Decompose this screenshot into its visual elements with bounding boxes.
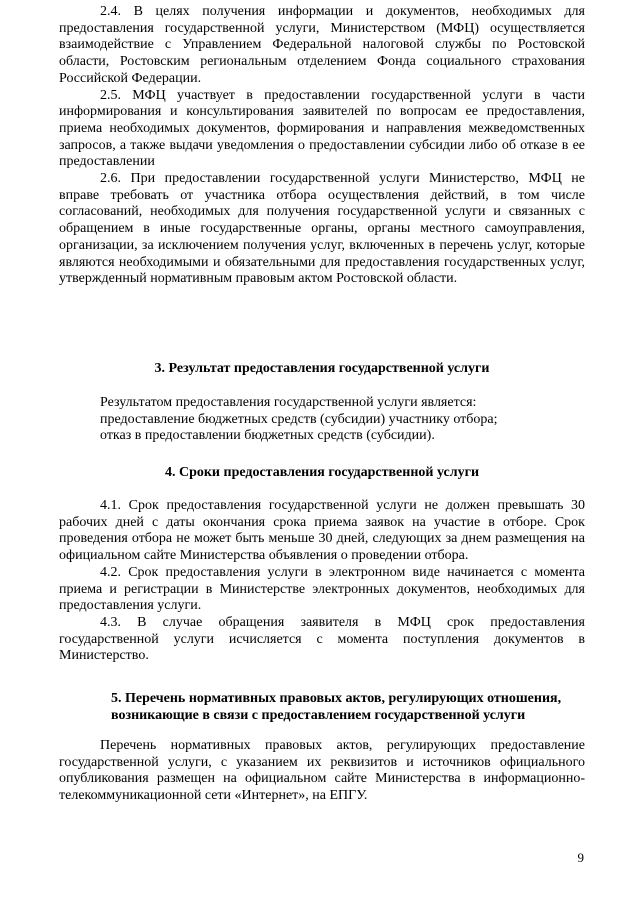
paragraph-4-3: 4.3. В случае обращения заявителя в МФЦ срок предоставления государственной услуги исчисляется с момента поступления документов в Министерство.: [59, 614, 585, 664]
section-4-heading: 4. Сроки предоставления государственной услуги: [164, 465, 480, 480]
section-2-continuation: [59, 4, 585, 288]
section-3-heading: 3. Результат предоставления государственной услуги: [154, 361, 490, 376]
section-5-body: [59, 738, 585, 805]
result-item-refusal: отказ в предоставлении бюджетных средств (субсидии).: [100, 428, 435, 444]
result-intro-line: Результатом предоставления государственной услуги является:: [100, 395, 477, 410]
page-number: 9: [577, 850, 584, 865]
document-page: [59, 0, 585, 905]
paragraph-2-5: 2.5. МФЦ участвует в предоставлении государственной услуги в части информирования и консультирования заявителей по вопросам ее предоставления, приема необходимых документов, формирования и направления межведомственных запросов, а также выдачи уведомления о предоставлении субсидии либо об отказе в ее предоставлении: [59, 87, 585, 170]
paragraph-4-2: 4.2. Срок предоставления услуги в электронном виде начинается с момента приема и регистрации в Министерстве электронных документов, необходимых для предоставления услуги.: [59, 564, 585, 614]
section-5-heading: [111, 690, 585, 724]
paragraph-2-4: 2.4. В целях получения информации и документов, необходимых для предоставления государственной услуги, Министерством (МФЦ) осуществляется взаимодействие с Управлением Федеральной налоговой службы по Ростовской области, Ростовским региональным отделением Фонда социального страхования Российской Федерации.: [59, 4, 585, 86]
section-4-body: [59, 498, 585, 665]
paragraph-5: Перечень нормативных правовых актов, регулирующих предоставление государственной услуги, с указанием их реквизитов и источников официального опубликования размещен на официальном сайте Министерства в информационно-телекоммуникационной сети «Интернет», на ЕПГУ.: [59, 738, 585, 804]
paragraph-2-6: 2.6. При предоставлении государственной услуги Министерство, МФЦ не вправе требовать от участника отбора осуществления действий, в том числе согласований, необходимых для получения государственной услуги и связанных с обращением в иные государственные органы, органы местного самоуправления, организации, за исключением получения услуг, включенных в перечень услуг, которые являются необходимыми и обязательными для предоставления государственных услуг, утвержденный нормативным правовым актом Ростовской области.: [59, 171, 585, 287]
paragraph-4-1: 4.1. Срок предоставления государственной услуги не должен превышать 30 рабочих дней с даты окончания срока приема заявок на участие в отборе. Срок проведения отбора не может быть меньше 30 дней, следующих за днем размещения на официальном сайте Министерства объявления о проведении отбора.: [59, 498, 585, 564]
result-item-grant: предоставление бюджетных средств (субсидии) участнику отбора;: [100, 411, 498, 427]
section-5-heading-line-2: возникающие в связи с предоставлением государственной услуги: [111, 708, 526, 723]
section-3-result-list: [100, 395, 585, 445]
section-5-heading-line-1: 5. Перечень нормативных правовых актов, регулирующих отношения,: [111, 691, 562, 706]
